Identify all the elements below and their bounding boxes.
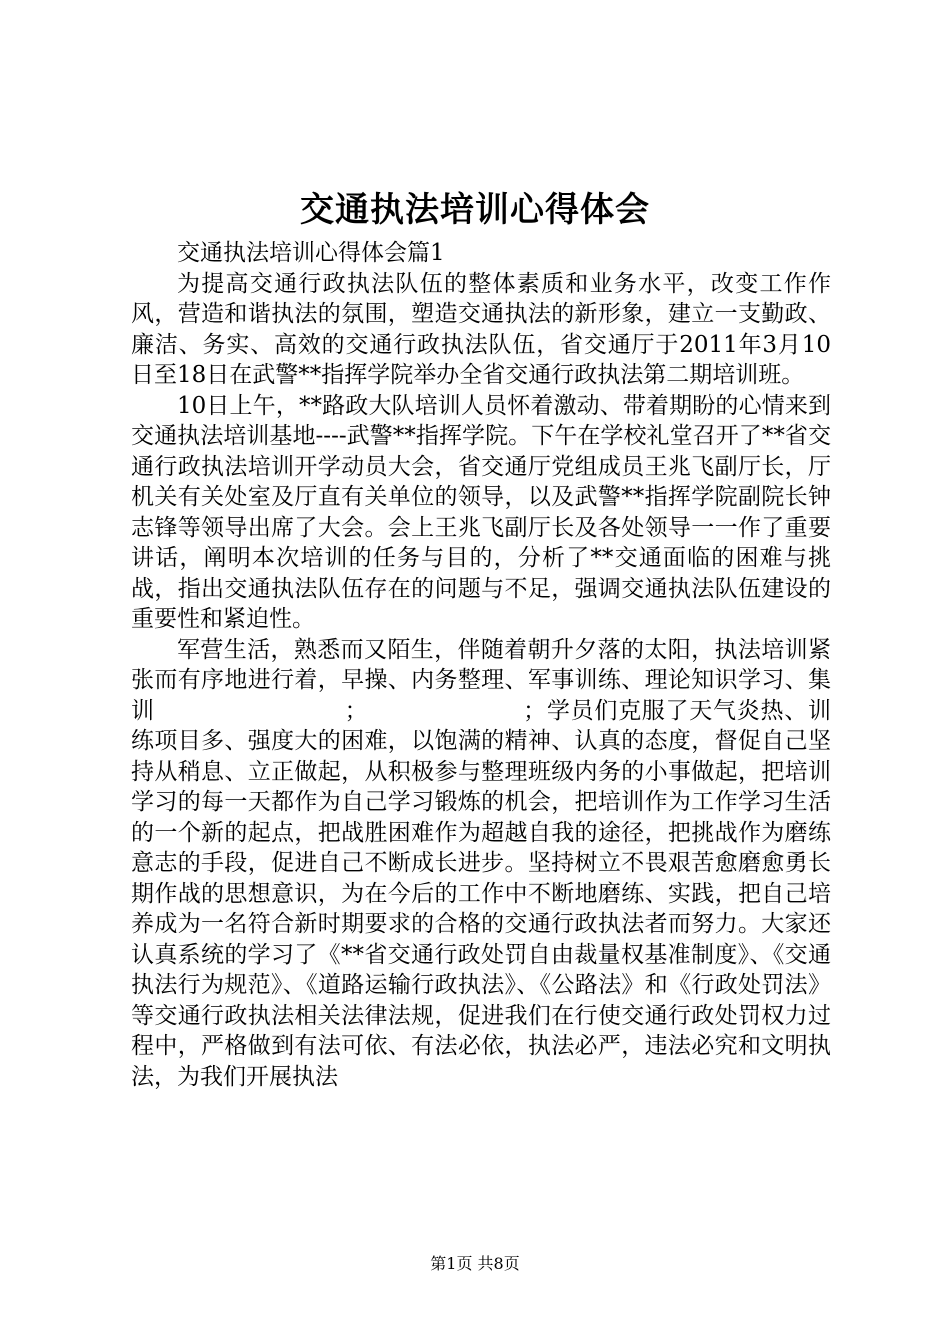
body-paragraph: 为提高交通行政执法队伍的整体素质和业务水平，改变工作作风，营造和谐执法的氛围，塑造交通执法的新形象，建立一支勤政、廉洁、务实、高效的交通行政执法队伍，省交通厅于2011年3月10日至18日在武警**指挥学院举办全省交通行政执法第二期培训班。 xyxy=(131,270,831,388)
body-paragraph: 10日上午，**路政大队培训人员怀着激动、带着期盼的心情来到交通执法培训基地----武警**指挥学院。下午在学校礼堂召开了**省交通行政执法培训开学动员大会，省交通厅党组成员王兆飞副厅长，厅机关有关处室及厅直有关单位的领导，以及武警**指挥学院副院长钟志锋等领导出席了大会。会上王兆飞副厅长及各处领导一一作了重要讲话，阐明本次培训的任务与目的，分析了**交通面临的困难与挑战，指出交通执法队伍存在的问题与不足，强调交通执法队伍建设的重要性和紧迫性。 xyxy=(131,392,831,632)
body-paragraph: 军营生活，熟悉而又陌生，伴随着朝升夕落的太阳，执法培训紧张而有序地进行着，早操、内务整理、军事训练、理论知识学习、集训 ； ；学员们克服了天气炎热、训练项目多、强度大的困难，以饱满的精神、认真的态度，督促自己坚持从稍息、立正做起，从积极参与整理班级内务的小事做起，把培训学习的每一天都作为自己学习锻炼的机会，把培训作为工作学习生活的一个新的起点，把战胜困难作为超越自我的途径，把挑战作为磨练意志的手段，促进自己不断成长进步。坚持树立不畏艰苦愈磨愈勇长期作战的思想意识，为在今后的工作中不断地磨练、实践，把自己培养成为一名符合新时期要求的合格的交通行政执法者而努力。大家还认真系统的学习了《**省交通行政处罚自由裁量权基准制度》、《交通执法行为规范》、《道路运输行政执法》、《公路法》和《行政处罚法》等交通行政执法相关法律法规，促进我们在行使交通行政处罚权力过程中，严格做到有法可依、有法必依，执法必严，违法必究和文明执法，为我们开展执法 xyxy=(131,636,831,1090)
document-title: 交通执法培训心得体会 xyxy=(300,190,650,230)
page-footer: 第1页 共8页 xyxy=(430,1254,520,1273)
section-heading: 交通执法培训心得体会篇1 xyxy=(177,240,445,266)
document-body xyxy=(131,238,831,1092)
